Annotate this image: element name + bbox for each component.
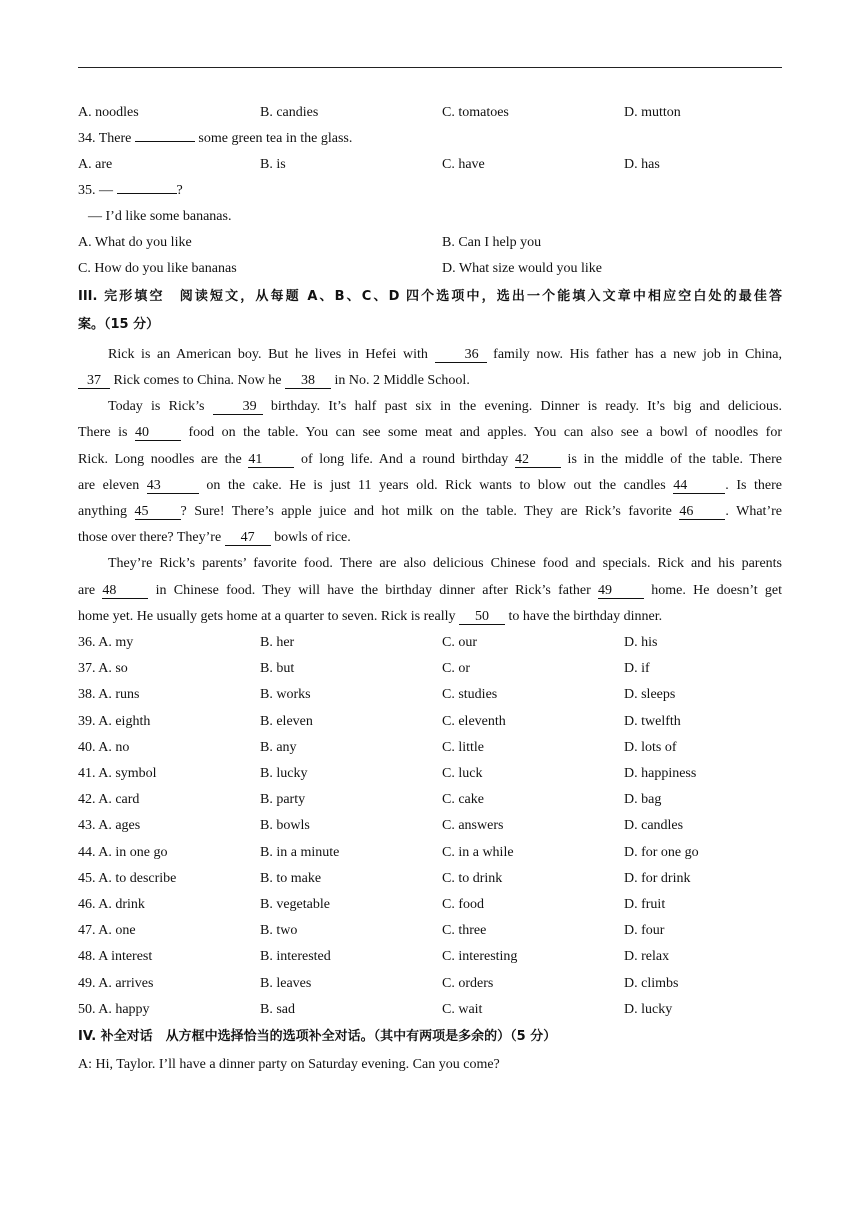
blank-45: 45	[135, 504, 181, 520]
option: D. fruit	[624, 897, 666, 912]
option: D. for drink	[624, 870, 691, 886]
blank-36: 36	[435, 347, 487, 363]
option: C. luck	[442, 766, 483, 781]
passage-line: 37 Rick comes to China. Now he 38 in No. 2 Middle School.	[78, 372, 782, 390]
option: C. cake	[442, 792, 484, 808]
option: A. are	[78, 157, 113, 172]
option: B. candies	[260, 105, 319, 120]
option: D. relax	[624, 949, 670, 965]
option: 36. A. my	[78, 635, 134, 650]
option: B. works	[260, 687, 311, 703]
blank-43: 43	[147, 478, 199, 494]
q35-stem: 35. — ?	[78, 183, 183, 198]
option: B. sad	[260, 1001, 295, 1017]
option: B. any	[260, 739, 297, 755]
option: 43. A. ages	[78, 818, 141, 834]
passage-line: anything 45 ? Sure! There’s apple juice and hot milk on the table. They are Rick’s favorite 46 . What’re	[78, 504, 782, 519]
blank-50: 50	[459, 609, 505, 625]
option: D. four	[624, 923, 665, 939]
option: C. food	[442, 897, 484, 912]
blank-47: 47	[225, 530, 271, 546]
passage-line: are eleven 43 on the cake. He is just 11 years old. Rick wants to blow out the candles 44 . Is there	[78, 478, 783, 493]
option: C. in a while	[442, 844, 514, 860]
passage-line: home yet. He usually gets home at a quarter to seven. Rick is really 50 to have the birthday dinner.	[78, 609, 663, 624]
passage-line: There is 40 food on the table. You can see some meat and apples. You can also see a bowl of noodles for	[78, 425, 782, 440]
option: 47. A. one	[78, 923, 136, 939]
option: 45. A. to describe	[78, 870, 177, 886]
answer-blank	[135, 141, 195, 142]
blank-42: 42	[515, 452, 561, 468]
option: B. lucky	[260, 766, 308, 781]
answer-blank	[117, 193, 177, 194]
blank-46: 46	[679, 504, 725, 520]
option: C. tomatoes	[442, 105, 509, 120]
blank-49: 49	[598, 583, 644, 599]
option: B. party	[260, 792, 306, 808]
option: C. have	[442, 157, 485, 172]
option: B. in a minute	[260, 844, 340, 860]
option: A. noodles	[78, 105, 139, 120]
option: B. her	[260, 635, 295, 650]
option: D. happiness	[624, 766, 697, 781]
q35-reply: — I’d like some bananas.	[88, 209, 232, 224]
option: B. Can I help you	[442, 235, 542, 250]
blank-44: 44	[673, 478, 725, 494]
option: D. What size would you like	[442, 261, 602, 276]
option: 40. A. no	[78, 739, 130, 755]
passage-line: Today is Rick’s 39 birthday. It’s half past six in the evening. Dinner is ready. It’s big and delicious.	[108, 399, 782, 414]
option: D. lots of	[624, 739, 677, 755]
passage-line: are 48 in Chinese food. They will have the birthday dinner after Rick’s father 49 home. He doesn’t get	[78, 583, 782, 598]
option: C. eleventh	[442, 713, 506, 729]
blank-39: 39	[213, 399, 263, 415]
option: B. bowls	[260, 818, 310, 834]
option: C. three	[442, 923, 487, 939]
option: C. orders	[442, 975, 494, 991]
option: D. his	[624, 635, 658, 650]
blank-41: 41	[248, 452, 294, 468]
passage-line: Rick is an American boy. But he lives in Hefei with 36 family now. His father has a new job in China,	[108, 347, 782, 362]
option: D. bag	[624, 792, 662, 808]
option: 44. A. in one go	[78, 844, 168, 860]
section-3-heading: III. 完形填空 阅读短文，从每题 A、B、C、D 四个选项中，选出一个能填入文章中相应空白处的最佳答	[78, 289, 782, 304]
option: C. to drink	[442, 870, 503, 886]
option: C. or	[442, 661, 470, 677]
passage-line: those over there? They’re 47 bowls of rice.	[78, 530, 351, 545]
option: C. How do you like bananas	[78, 261, 237, 276]
option: D. if	[624, 661, 650, 677]
dialog-line: A: Hi, Taylor. I’ll have a dinner party on Saturday evening. Can you come?	[78, 1057, 500, 1072]
option: B. two	[260, 923, 298, 939]
blank-48: 48	[102, 583, 148, 599]
option: C. studies	[442, 687, 498, 703]
passage-line: They’re Rick’s parents’ favorite food. There are also delicious Chinese food and specials. Rick and his parents	[108, 556, 782, 571]
option: D. climbs	[624, 975, 679, 991]
option: 41. A. symbol	[78, 766, 157, 781]
option: C. our	[442, 635, 477, 650]
option: A. What do you like	[78, 235, 192, 250]
option: 50. A. happy	[78, 1001, 150, 1017]
section-4-heading: IV. 补全对话 从方框中选择恰当的选项补全对话。（其中有两项是多余的）（5 分）	[78, 1029, 557, 1044]
option: C. little	[442, 739, 484, 755]
option: D. has	[624, 157, 660, 172]
option: 39. A. eighth	[78, 713, 151, 729]
passage-line: Rick. Long noodles are the 41 of long life. And a round birthday 42 is in the middle of the table. There	[78, 452, 783, 467]
option: B. interested	[260, 949, 331, 965]
option: 46. A. drink	[78, 897, 145, 912]
option: B. but	[260, 661, 295, 677]
option: 49. A. arrives	[78, 975, 154, 991]
option: 38. A. runs	[78, 687, 140, 703]
option: D. for one go	[624, 844, 699, 860]
option: B. to make	[260, 870, 322, 886]
option: C. wait	[442, 1001, 483, 1017]
q34-stem: 34. There some green tea in the glass.	[78, 131, 353, 146]
option: B. vegetable	[260, 897, 330, 912]
option: C. answers	[442, 818, 504, 834]
option: D. mutton	[624, 105, 681, 120]
option: D. sleeps	[624, 687, 676, 703]
option: B. eleven	[260, 713, 313, 729]
option: D. twelfth	[624, 713, 681, 729]
option: D. candles	[624, 818, 684, 834]
blank-37: 37	[78, 373, 110, 389]
header-rule	[78, 67, 782, 68]
option: B. is	[260, 157, 286, 172]
option: 37. A. so	[78, 661, 128, 677]
blank-38: 38	[285, 373, 331, 389]
option: 48. A interest	[78, 949, 153, 965]
blank-40: 40	[135, 425, 181, 441]
section-3-heading-cont: 案。（15 分）	[78, 317, 160, 332]
option: D. lucky	[624, 1001, 673, 1017]
option: B. leaves	[260, 975, 312, 991]
option: C. interesting	[442, 949, 518, 965]
option: 42. A. card	[78, 792, 140, 808]
